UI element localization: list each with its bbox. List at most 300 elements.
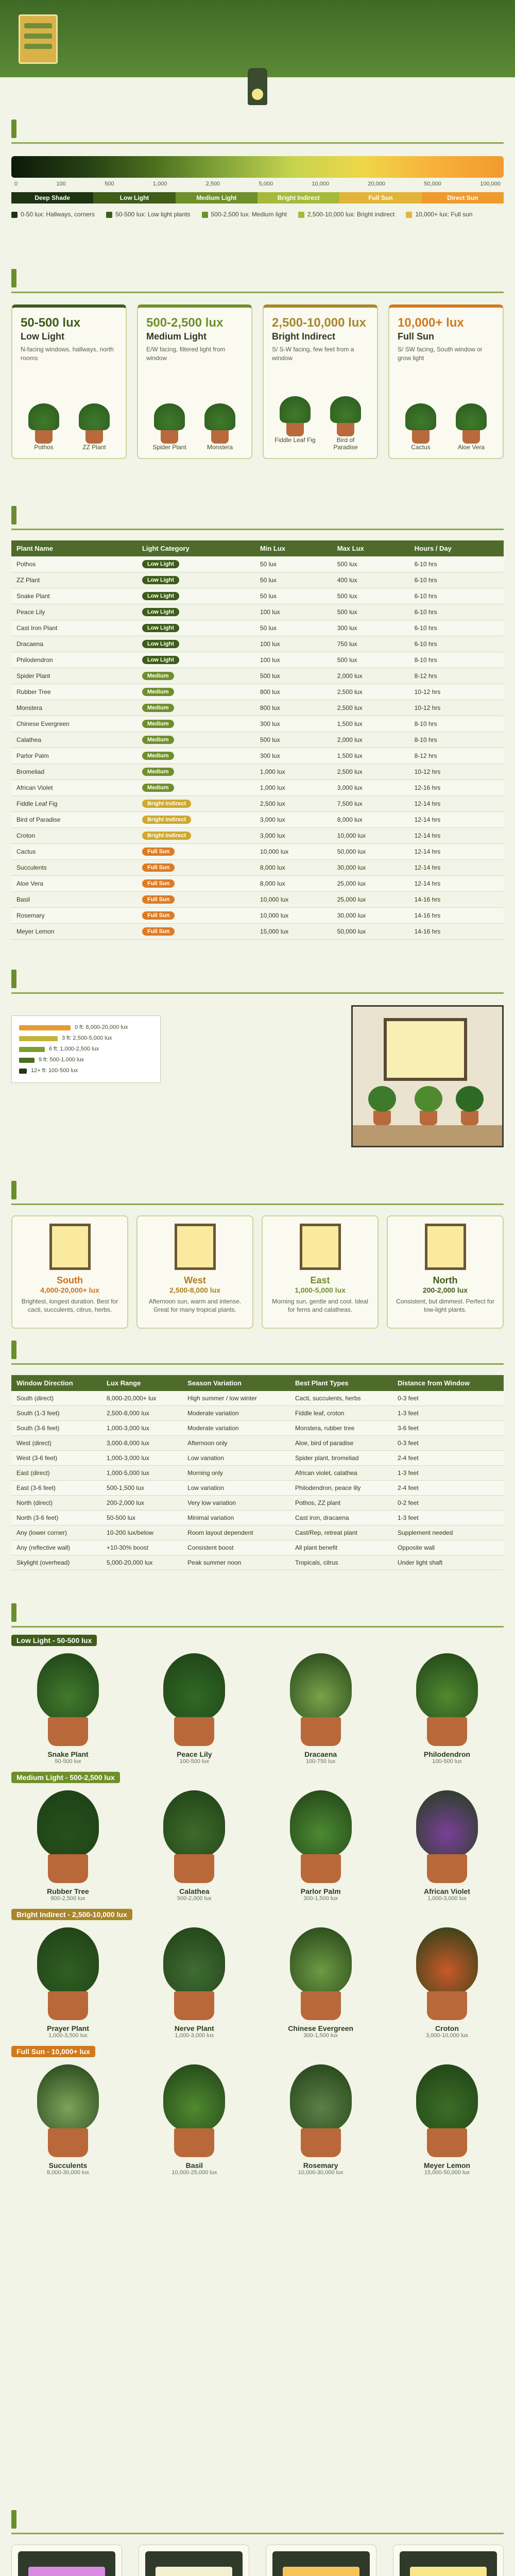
pot-icon [174, 1991, 214, 2020]
plant-illustration [390, 1790, 504, 1883]
table-cell: 500 lux [332, 588, 409, 604]
table-cell: Dracaena [11, 636, 137, 652]
plant-group [11, 1628, 504, 1765]
plant-lux: 10,000-30,000 lux [298, 2170, 344, 2176]
foliage-icon [37, 1927, 99, 1994]
pot-icon [427, 2128, 467, 2157]
orientation-section [11, 1180, 504, 1329]
category-range: 500-2,500 lux [146, 316, 224, 330]
pot-icon [301, 2128, 341, 2157]
light-beam [410, 2567, 487, 2576]
table-row [11, 908, 504, 924]
table-cell: Fiddle leaf, croton [290, 1406, 392, 1421]
plant-card [390, 1653, 504, 1765]
orientation-name: North [433, 1275, 458, 1285]
mini-plant [451, 403, 492, 451]
grow-light-icon [145, 2551, 243, 2576]
table-cell: 500 lux [255, 732, 332, 748]
table-cell: Parlor Palm [11, 748, 137, 764]
category-pill: Medium [142, 784, 174, 792]
table-cell: 14-16 hrs [409, 924, 504, 940]
category-pill: Bright Indirect [142, 832, 191, 840]
table-cell: 30,000 lux [332, 860, 409, 876]
lux-ticks [11, 181, 504, 187]
plant-card [264, 2064, 377, 2176]
table-cell: 800 lux [255, 684, 332, 700]
foliage-icon [290, 1927, 352, 1994]
table-cell: High summer / low winter [182, 1391, 290, 1406]
table-cell [137, 748, 255, 764]
foliage-icon [163, 1653, 225, 1720]
table-cell: Bromeliad [11, 764, 137, 780]
table-row [11, 844, 504, 860]
category-pill: Medium [142, 768, 174, 776]
table-cell: 6-10 hrs [409, 572, 504, 588]
plant-lux: 100-500 lux [179, 1758, 210, 1765]
grow-light-icon [400, 2551, 497, 2576]
table-cell: Monstera, rubber tree [290, 1421, 392, 1436]
grow-light-icon [18, 2551, 115, 2576]
table-cell: Cast iron, dracaena [290, 1511, 392, 1526]
column-header: Window Direction [11, 1375, 101, 1391]
table-cell: Any (lower corner) [11, 1526, 101, 1540]
table-cell: 1,000 lux [255, 780, 332, 796]
table-row [11, 572, 504, 588]
plant-lux: 1,000-3,000 lux [175, 2032, 214, 2039]
grow-light-icon [272, 2551, 370, 2576]
light-card [393, 2545, 504, 2576]
light-card [266, 2545, 376, 2576]
plant-name: Rosemary [303, 2161, 338, 2170]
table-cell [137, 780, 255, 796]
table-cell: +10-30% boost [101, 1540, 182, 1555]
lux-tick: 50,000 [424, 181, 441, 187]
plant-illustration [11, 2064, 125, 2157]
pot-icon [462, 430, 480, 444]
table-row [11, 876, 504, 892]
table-cell [137, 908, 255, 924]
plant-name: Succulents [48, 2161, 88, 2170]
pot-icon [174, 1854, 214, 1883]
table-cell: 0-3 feet [392, 1391, 504, 1406]
plant-name: Nerve Plant [174, 2024, 214, 2032]
plant-name: Chinese Evergreen [288, 2024, 354, 2032]
category-name: Low Light [21, 331, 64, 342]
plant-name: African Violet [423, 1887, 470, 1895]
plant-card [390, 2064, 504, 2176]
plant-card [138, 1653, 251, 1765]
distance-label: 0 ft: 8,000-20,000 lux [75, 1024, 128, 1030]
floor [353, 1125, 502, 1146]
lux-legend-item [11, 211, 95, 218]
mini-plant [325, 396, 366, 451]
table-cell: Pothos [11, 556, 137, 572]
lux-tick: 5,000 [259, 181, 273, 187]
plant-icon [79, 403, 110, 430]
table-cell: Rubber Tree [11, 684, 137, 700]
distance-label: 3 ft: 2,500-5,000 lux [62, 1035, 112, 1042]
table-cell: Skylight (overhead) [11, 1555, 101, 1570]
table-cell: 10-12 hrs [409, 684, 504, 700]
table-cell: West (direct) [11, 1436, 101, 1451]
plant-illustration [11, 1653, 125, 1746]
foliage-icon [37, 2064, 99, 2131]
pot-icon [35, 430, 53, 444]
table-cell: 12-14 hrs [409, 828, 504, 844]
table-row [11, 1496, 504, 1511]
table-cell: 12-14 hrs [409, 844, 504, 860]
table-cell: 500-1,500 lux [101, 1481, 182, 1496]
lux-scale-section [11, 118, 504, 218]
plant-illustration [138, 1790, 251, 1883]
table-row [11, 860, 504, 876]
legend-text: 500-2,500 lux: Medium light [211, 211, 287, 218]
table-header-row [11, 540, 504, 556]
table-row [11, 732, 504, 748]
table-cell: Basil [11, 892, 137, 908]
lux-band-label: Full Sun [339, 192, 421, 204]
category-pill: Full Sun [142, 927, 175, 936]
categories-section [11, 268, 504, 459]
plant-card [11, 1653, 125, 1765]
table-cell: 1-3 feet [392, 1511, 504, 1526]
direction-section [11, 1340, 504, 1570]
distance-bar [19, 1025, 71, 1030]
pot-icon [48, 1991, 88, 2020]
mini-plant-name: Monstera [207, 444, 233, 451]
orientation-desc: Afternoon sun, warm and intense. Great for many tropical plants. [148, 1298, 242, 1314]
room-diagram [351, 1005, 504, 1147]
plant-lux: 50-500 lux [55, 1758, 81, 1765]
category-pill: Full Sun [142, 879, 175, 888]
table-cell: 6-10 hrs [409, 588, 504, 604]
mini-plant-name: Cactus [411, 444, 431, 451]
table-cell [137, 732, 255, 748]
header-banner [0, 0, 515, 77]
table-cell: Morning only [182, 1466, 290, 1481]
table-cell: Any (reflective wall) [11, 1540, 101, 1555]
plant-illustration [390, 1653, 504, 1746]
pot-icon [85, 430, 103, 444]
category-pill: Medium [142, 704, 174, 712]
plant-illustration [390, 2064, 504, 2157]
category-pill: Medium [142, 672, 174, 680]
plant-illustration [264, 1790, 377, 1883]
column-header: Hours / Day [409, 540, 504, 556]
table-cell: 3,000 lux [255, 812, 332, 828]
table-cell: Peace Lily [11, 604, 137, 620]
category-pill: Low Light [142, 624, 179, 632]
legend-text: 50-500 lux: Low light plants [115, 211, 191, 218]
category-pill: Medium [142, 736, 174, 744]
plant-illustration [390, 1927, 504, 2020]
table-cell: 2,500-8,000 lux [101, 1406, 182, 1421]
table-cell: 25,000 lux [332, 876, 409, 892]
top-plants-section [11, 1602, 504, 2176]
orientation-name: West [184, 1275, 206, 1285]
column-header: Light Category [137, 540, 255, 556]
plant-icon [368, 1086, 396, 1112]
table-cell: Consistent boost [182, 1540, 290, 1555]
distance-label: 9 ft: 500-1,000 lux [39, 1057, 84, 1063]
table-row [11, 1466, 504, 1481]
distance-label: 12+ ft: 100-500 lux [31, 1067, 78, 1074]
category-pill: Low Light [142, 640, 179, 648]
table-cell: West (3-6 feet) [11, 1451, 101, 1466]
category-range: 10,000+ lux [398, 316, 464, 330]
table-cell: 1,000 lux [255, 764, 332, 780]
foliage-icon [37, 1653, 99, 1720]
table-cell: 50-500 lux [101, 1511, 182, 1526]
table-cell: 50 lux [255, 620, 332, 636]
table-cell: Very low variation [182, 1496, 290, 1511]
window-icon [425, 1224, 466, 1270]
mini-plant-name: Bird of Paradise [333, 436, 358, 451]
pot-icon [427, 1717, 467, 1746]
foliage-icon [37, 1790, 99, 1857]
plant-card [11, 1790, 125, 1902]
lux-band-label: Low Light [93, 192, 175, 204]
plant-name: Prayer Plant [47, 2024, 89, 2032]
table-cell: North (direct) [11, 1496, 101, 1511]
table-cell: Low variation [182, 1451, 290, 1466]
mini-plant-name: Pothos [34, 444, 54, 451]
pot-icon [301, 1991, 341, 2020]
lux-tick: 500 [105, 181, 114, 187]
table-cell: Cast/Rep, retreat plant [290, 1526, 392, 1540]
category-pill: Bright Indirect [142, 816, 191, 824]
plant-illustration [264, 1927, 377, 2020]
plant-icon [415, 1086, 442, 1112]
distance-label: 6 ft: 1,000-2,500 lux [49, 1046, 99, 1053]
table-row [11, 1540, 504, 1555]
table-cell: 12-14 hrs [409, 796, 504, 812]
category-desc: N-facing windows, hallways, north rooms [21, 346, 114, 362]
lux-tick: 0 [14, 181, 18, 187]
table-cell: Monstera [11, 700, 137, 716]
table-cell: Succulents [11, 860, 137, 876]
table-row [11, 1481, 504, 1496]
category-name: Medium Light [146, 331, 207, 342]
table-cell [137, 620, 255, 636]
table-cell: ZZ Plant [11, 572, 137, 588]
table-cell: 50,000 lux [332, 924, 409, 940]
table-cell: 2,500 lux [255, 796, 332, 812]
pot-icon [427, 1854, 467, 1883]
table-row [11, 796, 504, 812]
category-pill: Full Sun [142, 911, 175, 920]
table-cell [137, 700, 255, 716]
table-cell: 14-16 hrs [409, 892, 504, 908]
foliage-icon [416, 1653, 478, 1720]
table-cell: North (3-6 feet) [11, 1511, 101, 1526]
table-cell [137, 684, 255, 700]
plant-lux: 100-500 lux [432, 1758, 462, 1765]
plant-lux: 1,000-3,000 lux [427, 1895, 467, 1902]
category-range: 2,500-10,000 lux [272, 316, 366, 330]
plant-icon [28, 403, 59, 430]
plant-group-band: Bright Indirect - 2,500-10,000 lux [11, 1909, 132, 1920]
table-cell: 50 lux [255, 556, 332, 572]
orientation-lux: 1,000-5,000 lux [295, 1286, 346, 1294]
table-cell: 2-4 feet [392, 1451, 504, 1466]
orientation-desc: Brightest, longest duration. Best for cacti, succulents, citrus, herbs. [21, 1298, 118, 1314]
plant-illustration [138, 2064, 251, 2157]
category-pill: Medium [142, 752, 174, 760]
table-cell: 10-200 lux/below [101, 1526, 182, 1540]
column-header: Min Lux [255, 540, 332, 556]
table-cell: 3,000 lux [332, 780, 409, 796]
plant-name: Calathea [179, 1887, 210, 1895]
table-cell: 3,000-8,000 lux [101, 1436, 182, 1451]
table-cell: 300 lux [332, 620, 409, 636]
mini-plant-name: Spider Plant [152, 444, 186, 451]
table-cell: Afternoon only [182, 1436, 290, 1451]
table-cell: 8,000-20,000+ lux [101, 1391, 182, 1406]
table-row [11, 620, 504, 636]
table-cell [137, 796, 255, 812]
table-cell: 12-16 hrs [409, 780, 504, 796]
light-beam [28, 2567, 105, 2576]
table-cell: Opposite wall [392, 1540, 504, 1555]
pot-icon [286, 423, 304, 436]
distance-bar [19, 1058, 35, 1063]
pot-icon [48, 1854, 88, 1883]
category-pill: Low Light [142, 608, 179, 616]
table-cell: African violet, calathea [290, 1466, 392, 1481]
table-cell: 100 lux [255, 636, 332, 652]
orientation-lux: 200-2,000 lux [422, 1286, 468, 1294]
plant-name: Parlor Palm [300, 1887, 341, 1895]
pot-icon [161, 430, 178, 444]
table-row [11, 1451, 504, 1466]
table-cell [137, 812, 255, 828]
table-cell: 500 lux [332, 604, 409, 620]
table-cell: South (1-3 feet) [11, 1406, 101, 1421]
table-cell: Room layout dependent [182, 1526, 290, 1540]
table-cell: 10,000 lux [332, 828, 409, 844]
window-icon [49, 1224, 91, 1270]
table-cell: 200-2,000 lux [101, 1496, 182, 1511]
column-header: Lux Range [101, 1375, 182, 1391]
table-row [11, 892, 504, 908]
table-cell: 6-10 hrs [409, 556, 504, 572]
table-cell: South (direct) [11, 1391, 101, 1406]
table-row [11, 1421, 504, 1436]
lux-band-label: Deep Shade [11, 192, 93, 204]
category-pill: Bright Indirect [142, 800, 191, 808]
table-cell: 6-10 hrs [409, 620, 504, 636]
table-cell: 50 lux [255, 572, 332, 588]
plant-card [138, 1927, 251, 2039]
pot-icon [461, 1111, 478, 1125]
table-cell: African Violet [11, 780, 137, 796]
table-cell: Bird of Paradise [11, 812, 137, 828]
table-cell [137, 924, 255, 940]
table-cell: East (direct) [11, 1466, 101, 1481]
foliage-icon [416, 2064, 478, 2131]
table-cell: 8-10 hrs [409, 732, 504, 748]
category-pill: Full Sun [142, 848, 175, 856]
table-cell: 0-2 feet [392, 1496, 504, 1511]
table-cell: 100 lux [255, 604, 332, 620]
foliage-icon [416, 1927, 478, 1994]
table-cell: Meyer Lemon [11, 924, 137, 940]
table-cell: 2,000 lux [332, 732, 409, 748]
foliage-icon [163, 1790, 225, 1857]
table-cell: Aloe Vera [11, 876, 137, 892]
table-cell: 750 lux [332, 636, 409, 652]
orientation-name: South [57, 1275, 83, 1285]
distance-bar [19, 1047, 45, 1052]
orientation-card [11, 1215, 128, 1329]
mini-plant-name: Fiddle Leaf Fig [274, 436, 316, 444]
pot-icon [420, 1111, 437, 1125]
table-row [11, 700, 504, 716]
lux-band-label: Direct Sun [422, 192, 504, 204]
plant-illustration [264, 1653, 377, 1746]
plant-card [11, 2064, 125, 2176]
table-cell: Calathea [11, 732, 137, 748]
foliage-icon [290, 2064, 352, 2131]
plant-card [390, 1790, 504, 1902]
lux-legend-item [106, 211, 190, 218]
table-cell: Rosemary [11, 908, 137, 924]
category-name: Bright Indirect [272, 331, 336, 342]
lux-legend-item [202, 211, 287, 218]
table-cell: 0-3 feet [392, 1436, 504, 1451]
table-cell: 300 lux [255, 716, 332, 732]
plant-lux: 10,000-25,000 lux [171, 2170, 217, 2176]
artificial-section [11, 2509, 504, 2576]
table-cell [137, 572, 255, 588]
orientation-card [262, 1215, 379, 1329]
category-card [263, 304, 378, 459]
table-cell: 2,000 lux [332, 668, 409, 684]
distance-row [19, 1045, 153, 1054]
plant-lux: 1,000-3,500 lux [48, 2032, 88, 2039]
light-card [139, 2545, 249, 2576]
plant-lux: 100-750 lux [305, 1758, 336, 1765]
table-cell: 3,000 lux [255, 828, 332, 844]
mini-plant-name: ZZ Plant [82, 444, 106, 451]
table-cell: 50 lux [255, 588, 332, 604]
window-icon [300, 1224, 341, 1270]
mini-plant [199, 403, 241, 451]
light-beam [283, 2567, 359, 2576]
lux-band-label: Medium Light [176, 192, 258, 204]
table-row [11, 668, 504, 684]
logo-icon [19, 14, 58, 64]
foliage-icon [163, 1927, 225, 1994]
mini-plant [74, 403, 115, 451]
table-cell: 1,000-3,000 lux [101, 1421, 182, 1436]
table-cell [137, 668, 255, 684]
table-cell: Moderate variation [182, 1421, 290, 1436]
plant-name: Peace Lily [177, 1750, 212, 1758]
foliage-icon [163, 2064, 225, 2131]
orientation-lux: 4,000-20,000+ lux [40, 1286, 99, 1294]
table-cell: Philodendron [11, 652, 137, 668]
column-header: Best Plant Types [290, 1375, 392, 1391]
plant-lux: 500-2,000 lux [177, 1895, 212, 1902]
lux-tick: 1,000 [152, 181, 167, 187]
lux-legend-item [406, 211, 472, 218]
plant-group [11, 1902, 504, 2039]
category-pill: Medium [142, 688, 174, 696]
table-cell: 1-3 feet [392, 1406, 504, 1421]
table-cell: 50,000 lux [332, 844, 409, 860]
